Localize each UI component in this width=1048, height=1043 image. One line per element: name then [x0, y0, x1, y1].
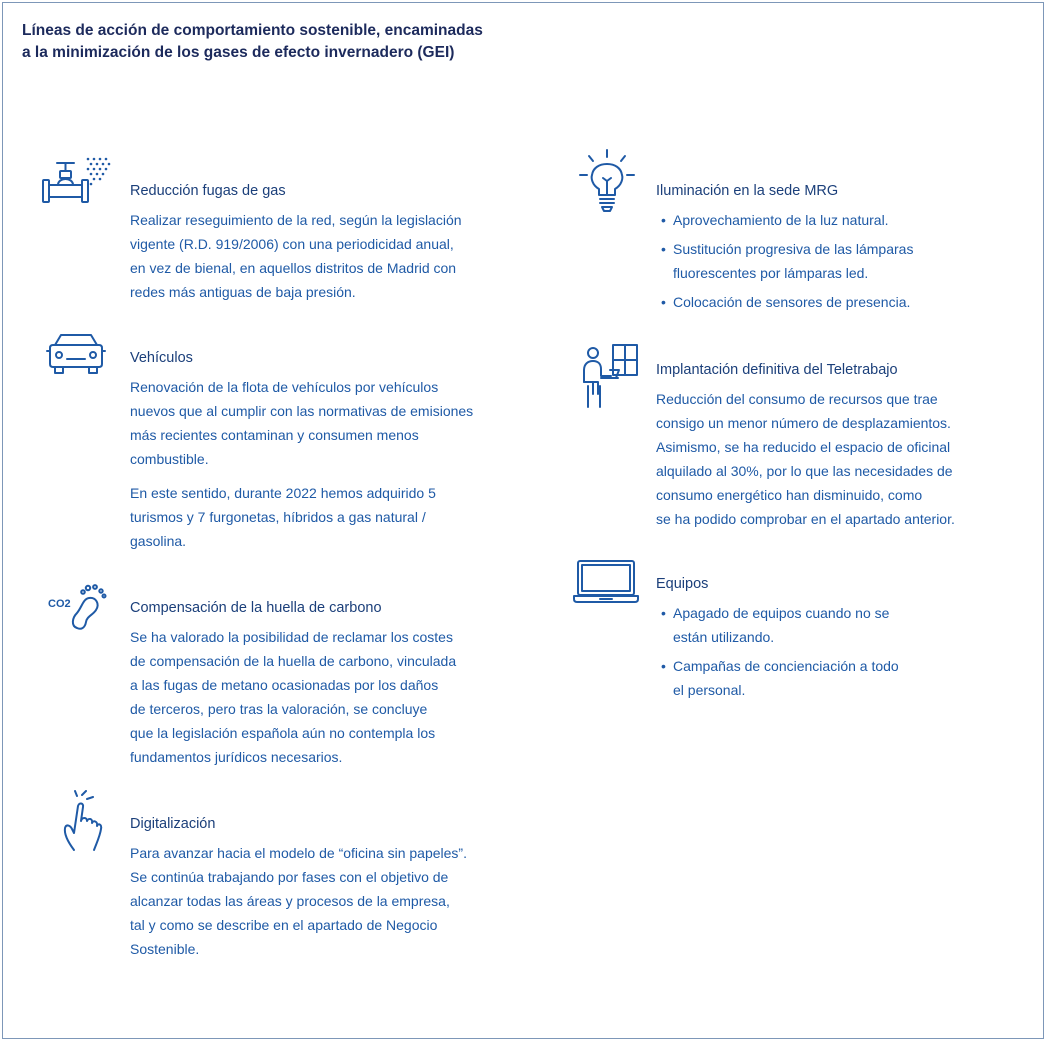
- text-line: se ha podido comprobar en el apartado anterior.: [656, 511, 955, 527]
- text-line: Apagado de equipos cuando no se: [673, 605, 890, 621]
- text-line: Se ha valorado la posibilidad de reclamar los costes: [130, 629, 453, 645]
- text-line: nuevos que al cumplir con las normativas de emisiones: [130, 403, 474, 419]
- section-telework: [656, 359, 1036, 541]
- text-line: a las fugas de metano ocasionadas por los daños: [130, 677, 439, 693]
- text-line: Para avanzar hacia el modelo de “oficina sin papeles”.: [130, 845, 467, 861]
- section-paragraph: [130, 208, 530, 304]
- text-line: alcanzar todas las áreas y procesos de la empresa,: [130, 893, 450, 909]
- section-heading: Implantación definitiva del Teletrabajo: [656, 362, 898, 378]
- text-line: tal y como se describe en el apartado de Negocio: [130, 917, 438, 933]
- list-item: [656, 601, 1026, 649]
- text-line: fundamentos jurídicos necesarios.: [130, 749, 343, 765]
- bullet-list: [656, 208, 1026, 314]
- co2-label: CO2: [48, 598, 71, 610]
- text-line: en vez de bienal, en aquellos distritos de Madrid con: [130, 260, 457, 276]
- text-line: de compensación de la huella de carbono, vinculada: [130, 653, 457, 669]
- car-icon: [46, 330, 106, 376]
- title-line-1: Líneas de acción de comportamiento sostenible, encaminadas: [22, 22, 483, 39]
- section-paragraph: [130, 375, 530, 471]
- section-vehicles: [130, 347, 530, 563]
- section-heading: Iluminación en la sede MRG: [656, 183, 839, 199]
- hand-pointer-icon: [60, 790, 106, 854]
- text-line: vigente (R.D. 919/2006) con una periodicidad anual,: [130, 236, 454, 252]
- text-line: redes más antiguas de baja presión.: [130, 284, 356, 300]
- text-line: En este sentido, durante 2022 hemos adquirido 5: [130, 485, 436, 501]
- text-line: Reducción del consumo de recursos que trae: [656, 391, 938, 407]
- bullet-list: [656, 601, 1026, 702]
- section-heading: Compensación de la huella de carbono: [130, 600, 382, 616]
- section-heading: Vehículos: [130, 350, 193, 366]
- text-line: Asimismo, se ha reducido el espacio de oficinal: [656, 439, 951, 455]
- section-digitalization: [130, 813, 530, 971]
- section-heading: Equipos: [656, 576, 709, 592]
- section-heading: Reducción fugas de gas: [130, 183, 286, 199]
- page-title: [22, 20, 582, 64]
- text-line: el personal.: [673, 682, 746, 698]
- laptop-icon: [572, 558, 640, 606]
- text-line: consigo un menor número de desplazamientos.: [656, 415, 951, 431]
- text-line: Sostenible.: [130, 941, 200, 957]
- list-item: [656, 654, 1026, 702]
- co2-footprint-icon: [46, 582, 108, 634]
- telework-icon: [580, 342, 642, 410]
- text-line: alquilado al 30%, por lo que las necesidades de: [656, 463, 953, 479]
- text-line: Renovación de la flota de vehículos por vehículos: [130, 379, 439, 395]
- text-line: Se continúa trabajando por fases con el objetivo de: [130, 869, 449, 885]
- text-line: más recientes contaminan y consumen menos: [130, 427, 419, 443]
- text-line: consumo energético han disminuido, como: [656, 487, 923, 503]
- section-lighting: [656, 180, 1026, 319]
- text-line: Sustitución progresiva de las lámparas: [673, 241, 914, 257]
- text-line: fluorescentes por lámparas led.: [673, 265, 869, 281]
- lightbulb-icon: [578, 148, 636, 214]
- section-paragraph: [130, 481, 530, 553]
- text-line: combustible.: [130, 451, 209, 467]
- text-line: que la legislación española aún no contempla los: [130, 725, 436, 741]
- list-item: [656, 208, 1026, 232]
- title-line-2: a la minimización de los gases de efecto invernadero (GEI): [22, 44, 455, 61]
- gas-pipe-icon: [40, 150, 115, 206]
- section-carbon-footprint: [130, 597, 530, 779]
- section-paragraph: [656, 387, 1036, 531]
- list-item: [656, 290, 1026, 314]
- text-line: están utilizando.: [673, 629, 775, 645]
- text-line: de terceros, pero tras la valoración, se concluye: [130, 701, 428, 717]
- section-gas-leaks: [130, 180, 530, 314]
- section-paragraph: [130, 625, 530, 769]
- text-line: Aprovechamiento de la luz natural.: [673, 212, 889, 228]
- text-line: Realizar reseguimiento de la red, según la legislación: [130, 212, 462, 228]
- section-paragraph: [130, 841, 530, 961]
- text-line: gasolina.: [130, 533, 187, 549]
- text-line: turismos y 7 furgonetas, híbridos a gas natural /: [130, 509, 426, 525]
- section-heading: Digitalización: [130, 816, 216, 832]
- section-equipment: [656, 573, 1026, 707]
- list-item: [656, 237, 1026, 285]
- text-line: Campañas de concienciación a todo: [673, 658, 899, 674]
- text-line: Colocación de sensores de presencia.: [673, 294, 911, 310]
